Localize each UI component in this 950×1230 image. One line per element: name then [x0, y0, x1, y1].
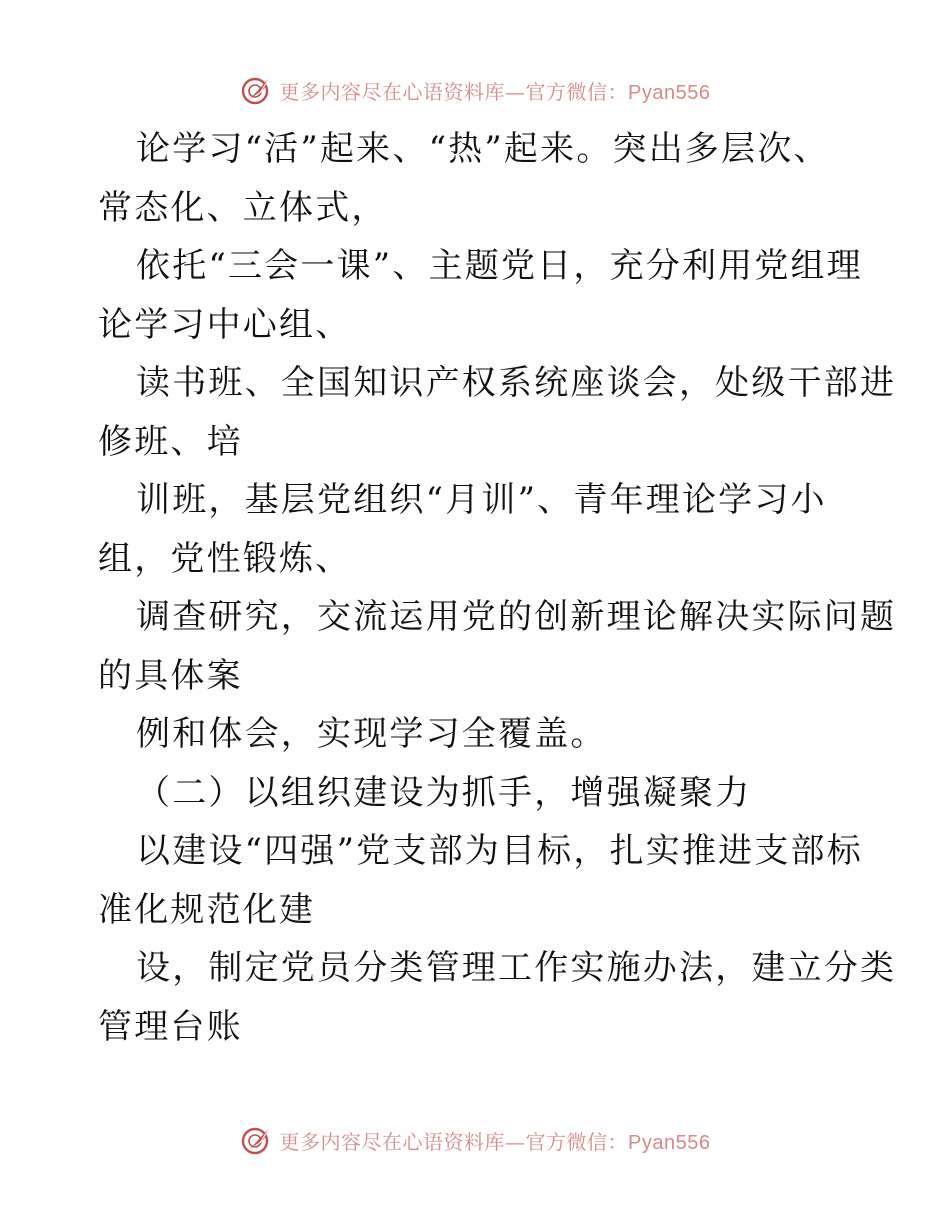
text-line: 修班、培	[98, 421, 243, 462]
section-heading: （二）以组织建设为抓手，增强凝聚力	[136, 772, 752, 813]
wechat-id: Pyan556	[628, 1131, 711, 1154]
text-line: 训班，基层党组织“月训”、青年理论学习小	[136, 480, 827, 520]
text-line: 论学习“活”起来、“热”起来。突出多层次、	[136, 129, 830, 169]
header-watermark	[0, 70, 950, 110]
text-line: 的具体案	[98, 655, 243, 696]
text-line: 例和体会，实现学习全覆盖。	[136, 714, 607, 754]
document-body	[98, 120, 897, 1056]
text-line: 调查研究，交流运用党的创新理论解决实际问题	[136, 597, 897, 637]
text-line: 组，党性锻炼、	[98, 538, 352, 579]
watermark-text: 更多内容尽在心语资料库—官方微信：Pyan556	[279, 1129, 711, 1154]
quill-logo-icon	[240, 73, 274, 107]
quill-logo-icon	[240, 1123, 274, 1157]
text-line: 设，制定党员分类管理工作实施办法，建立分类	[136, 948, 897, 988]
text-line: 读书班、全国知识产权系统座谈会，处级干部进	[136, 363, 897, 403]
footer-watermark	[0, 1120, 950, 1160]
text-line: 常态化、立体式，	[98, 187, 388, 228]
watermark-text: 更多内容尽在心语资料库—官方微信：Pyan556	[279, 79, 711, 104]
text-line: 论学习中心组、	[98, 304, 352, 345]
text-line: 管理台账	[98, 1006, 243, 1047]
text-line: 以建设“四强”党支部为目标，扎实推进支部标	[136, 831, 863, 871]
wechat-id: Pyan556	[628, 81, 711, 104]
text-line: 依托“三会一课”、主题党日，充分利用党组理	[136, 246, 863, 286]
text-line: 准化规范化建	[98, 889, 316, 930]
